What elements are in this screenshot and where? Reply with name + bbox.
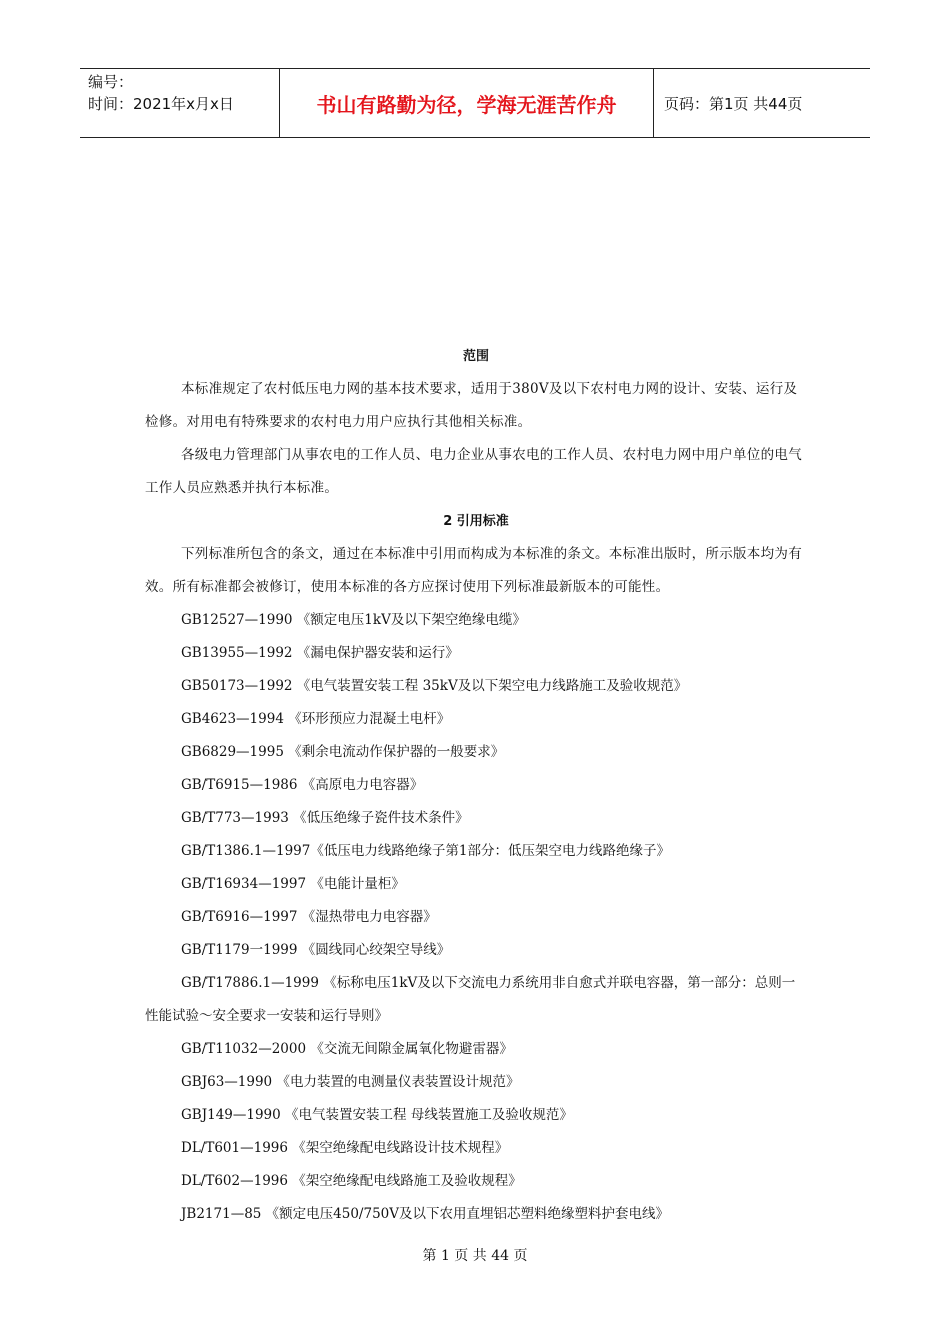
reference-item: GB/T1386.1—1997《低压电力线路绝缘子第1部分：低压架空电力线路绝缘子》 [181, 843, 670, 859]
reference-item: DL/T602—1996 《架空绝缘配电线路施工及验收规程》 [181, 1173, 522, 1189]
reference-item: GB/T11032—2000 《交流无间隙金属氧化物避雷器》 [181, 1041, 513, 1057]
document-body [145, 340, 807, 1231]
page-footer: 第 1 页 共 44 页 [422, 1248, 528, 1264]
reference-item: GB/T1179一1999 《圆线同心绞架空导线》 [181, 942, 451, 958]
section-heading-references: 2 引用标准 [443, 514, 509, 529]
time-label: 时间：2021年x月x日 [88, 95, 234, 113]
reference-item: GBJ149—1990 《电气装置安装工程 母线装置施工及验收规范》 [181, 1107, 573, 1123]
number-label: 编号： [88, 73, 134, 91]
reference-item: GB12527—1990 《额定电压1kV及以下架空绝缘电缆》 [181, 612, 526, 628]
header-meta [80, 69, 280, 137]
paragraph: 本标准规定了农村低压电力网的基本技术要求，适用于380V及以下农村电力网的设计、安装、运行及检修。对用电有特殊要求的农村电力用户应执行其他相关标准。 [145, 381, 798, 430]
reference-item: GB6829—1995 《剩余电流动作保护器的一般要求》 [181, 744, 505, 760]
reference-item: GB/T773—1993 《低压绝缘子瓷件技术条件》 [181, 810, 469, 826]
reference-item: GB/T6915—1986 《高原电力电容器》 [181, 777, 424, 793]
reference-item: JB2171—85 《额定电压450/750V及以下农用直埋铝芯塑料绝缘塑料护套电线》 [181, 1206, 669, 1222]
paragraph: 下列标准所包含的条文，通过在本标准中引用而构成为本标准的条文。本标准出版时，所示版本均为有效。所有标准都会被修订，使用本标准的各方应探讨使用下列标准最新版本的可能性。 [145, 546, 802, 595]
reference-item: DL/T601—1996 《架空绝缘配电线路设计技术规程》 [181, 1140, 509, 1156]
section-heading-scope: 范围 [462, 349, 489, 364]
reference-item: GBJ63—1990 《电力装置的电测量仪表装置设计规范》 [181, 1074, 520, 1090]
reference-item: GB50173—1992 《电气装置安装工程 35kV及以下架空电力线路施工及验收规范》 [181, 678, 688, 694]
header-page-info: 页码：第1页 共44页 [664, 94, 803, 113]
page-header [80, 68, 870, 138]
reference-item: GB/T6916—1997 《湿热带电力电容器》 [181, 909, 437, 925]
reference-item: GB13955—1992 《漏电保护器安装和运行》 [181, 645, 459, 661]
reference-item: GB/T16934—1997 《电能计量柜》 [181, 876, 405, 892]
header-motto: 书山有路勤为径，学海无涯苦作舟 [280, 69, 654, 137]
reference-item: GB/T17886.1—1999 《标称电压1kV及以下交流电力系统用非自愈式并联电容器，第一部分：总则一性能试验～安全要求一安装和运行导则》 [145, 975, 796, 1024]
paragraph: 各级电力管理部门从事农电的工作人员、电力企业从事农电的工作人员、农村电力网中用户单位的电气工作人员应熟悉并执行本标准。 [145, 447, 802, 496]
reference-item: GB4623—1994 《环形预应力混凝土电杆》 [181, 711, 451, 727]
